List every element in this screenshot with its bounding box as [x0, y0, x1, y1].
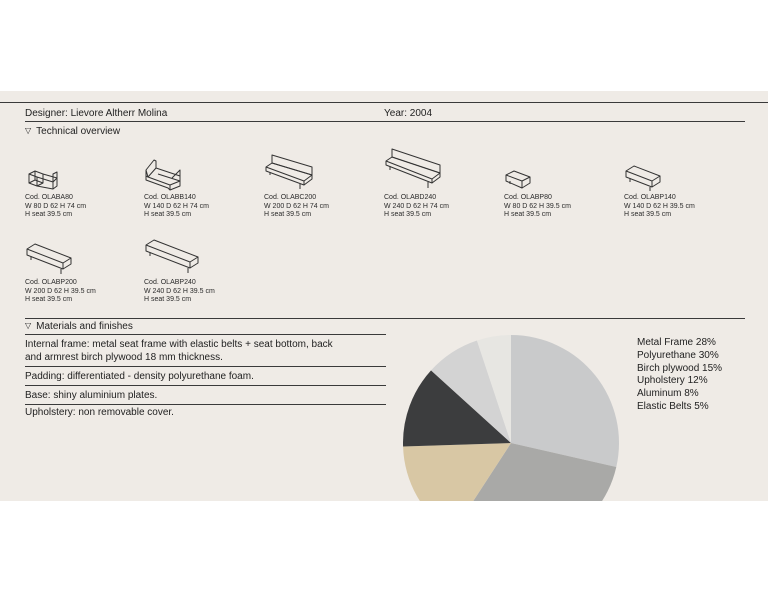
product-dimensions: W 200 D 62 H 39.5 cm: [25, 287, 96, 295]
pouf-small-icon: [504, 169, 534, 194]
product-seat-height: H seat 39.5 cm: [264, 211, 312, 219]
product-item[interactable]: [144, 156, 262, 220]
designer-label: Designer: Lievore Altherr Molina: [25, 108, 168, 119]
product-dimensions: W 240 D 62 H 74 cm: [384, 202, 449, 210]
internal-frame-text: Internal frame: metal seat frame with elastic belts + seat bottom, back: [25, 339, 333, 350]
product-item[interactable]: [25, 156, 143, 220]
product-item[interactable]: [264, 151, 382, 220]
triangle-down-icon: ▽: [25, 321, 32, 330]
product-code: Cod. OLABB140: [144, 194, 196, 201]
product-item[interactable]: [624, 163, 742, 220]
legend-item-upholstery: Upholstery 12%: [637, 375, 708, 387]
product-item[interactable]: [504, 169, 622, 220]
year-label: Year: 2004: [384, 108, 433, 119]
product-item[interactable]: [384, 145, 502, 220]
product-dimensions: W 80 D 62 H 39.5 cm: [504, 202, 571, 210]
product-seat-height: H seat 39.5 cm: [624, 211, 672, 219]
materials-divider-1: [25, 366, 386, 367]
technical-overview-heading[interactable]: ▽ Technical overview: [25, 126, 121, 137]
header-divider: [0, 102, 768, 103]
product-dimensions: W 140 D 62 H 39.5 cm: [624, 202, 695, 210]
triangle-down-icon: ▽: [25, 126, 32, 135]
bench-armrests-medium-icon: [144, 156, 184, 194]
product-code: Cod. OLABP240: [144, 279, 196, 286]
upholstery-text: Upholstery: non removable cover.: [25, 407, 174, 418]
product-dimensions: W 80 D 62 H 74 cm: [25, 202, 87, 210]
materials-heading[interactable]: ▽ Materials and finishes: [25, 321, 133, 332]
bench-backrest-large-icon: [264, 151, 316, 194]
legend-item-aluminum: Aluminum 8%: [637, 388, 699, 400]
materials-divider-3: [25, 404, 386, 405]
padding-text: Padding: differentiated - density polyurethane foam.: [25, 371, 254, 382]
bench-armrests-small-icon: [25, 156, 65, 194]
product-dimensions: W 140 D 62 H 74 cm: [144, 202, 209, 210]
product-seat-height: H seat 39.5 cm: [144, 296, 192, 304]
legend-item-elastic-belts: Elastic Belts 5%: [637, 400, 709, 412]
product-code: Cod. OLABC200: [264, 194, 317, 201]
legend-item-polyurethane: Polyurethane 30%: [637, 349, 719, 361]
materials-divider-2: [25, 385, 386, 386]
product-seat-height: H seat 39.5 cm: [144, 211, 192, 219]
pouf-xlarge-icon: [144, 237, 202, 279]
product-dimensions: W 200 D 62 H 74 cm: [264, 202, 329, 210]
pouf-medium-icon: [624, 163, 664, 194]
product-dimensions: W 240 D 62 H 39.5 cm: [144, 287, 215, 295]
product-code: Cod. OLABP140: [624, 194, 676, 201]
product-sheet: [0, 91, 768, 501]
materials-pie-chart: [403, 335, 619, 501]
base-text: Base: shiny aluminium plates.: [25, 390, 158, 401]
product-code: Cod. OLABP200: [25, 279, 77, 286]
product-seat-height: H seat 39.5 cm: [504, 211, 552, 219]
internal-frame-text-2: and armrest birch plywood 18 mm thickness.: [25, 352, 223, 363]
bench-backrest-xlarge-icon: [384, 145, 444, 194]
product-seat-height: H seat 39.5 cm: [25, 296, 73, 304]
product-item[interactable]: [144, 237, 262, 305]
product-seat-height: H seat 39.5 cm: [25, 211, 73, 219]
product-code: Cod. OLABP80: [504, 194, 552, 201]
product-seat-height: H seat 39.5 cm: [384, 211, 432, 219]
materials-underline: [25, 334, 386, 335]
legend-item-birch-plywood: Birch plywood 15%: [637, 362, 723, 374]
pouf-large-icon: [25, 241, 75, 279]
product-code: Cod. OLABD240: [384, 194, 437, 201]
materials-divider: [25, 318, 745, 319]
header-underline: [25, 121, 745, 122]
legend-item-metal-frame: Metal Frame 28%: [637, 337, 716, 348]
product-item[interactable]: [25, 241, 143, 305]
product-code: Cod. OLABA80: [25, 194, 73, 201]
materials-legend: [637, 337, 722, 414]
